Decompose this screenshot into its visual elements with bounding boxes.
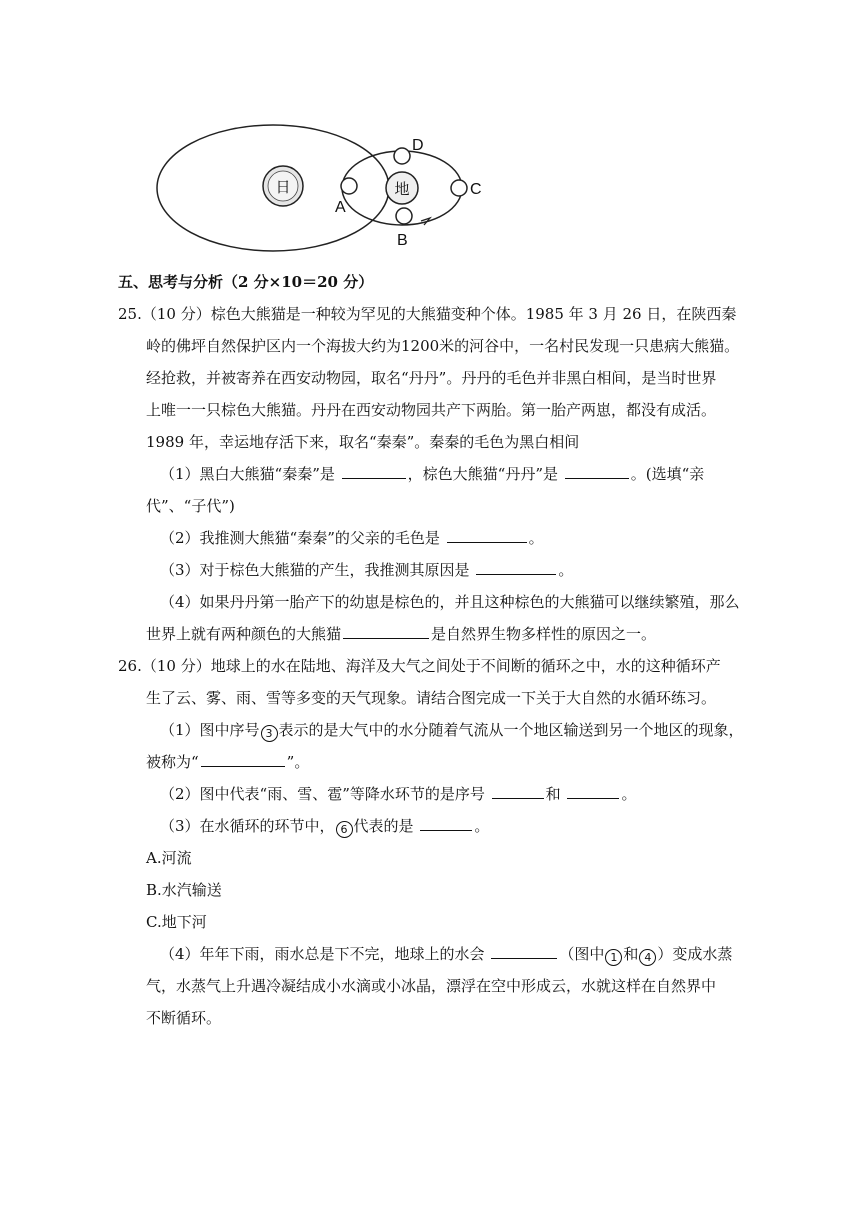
q26-sub1-blank[interactable] [201, 752, 285, 767]
earth-label: 地 [394, 180, 410, 198]
q26-sub4-blank[interactable] [491, 944, 557, 959]
q26-sub2 [160, 784, 636, 804]
q25-sub1-blank-2[interactable] [565, 464, 629, 479]
q26-sub3-text-c: 。 [474, 817, 490, 835]
q25-line-3: 经抢救，并被寄养在西安动物园，取名“丹丹”。丹丹的毛色并非黑白相间，是当时世界 [146, 369, 717, 387]
q25-line-5: 1989 年，幸运地存活下来，取名“秦秦”。秦秦的毛色为黑白相间 [146, 433, 580, 451]
label-b: B [397, 232, 408, 249]
q25-sub2-text-a: （2）我推测大熊猫“秦秦”的父亲的毛色是 [160, 529, 445, 547]
q26-sub3-text-b: 代表的是 [353, 817, 419, 835]
section-title: 五、思考与分析（2 分×10＝20 分） [118, 273, 374, 291]
q25-sub2-blank[interactable] [447, 528, 527, 543]
q26-sub1-text-b: 表示的是大气中的水分随着气流从一个地区输送到另一个地区的现象， [278, 721, 744, 739]
q26-sub2-blank-2[interactable] [567, 784, 619, 799]
q25-sub4-blank[interactable] [343, 624, 429, 639]
q26-sub1-text-a: （1）图中序号 [160, 721, 260, 739]
q25-sub3-text-b: 。 [558, 561, 574, 579]
q26-sub1-text-c: 被称为“ [146, 753, 199, 771]
circled-number-3: 3 [261, 725, 278, 742]
q25-sub4: （4）如果丹丹第一胎产下的幼崽是棕色的，并且这种棕色的大熊猫可以继续繁殖，那么 [160, 593, 740, 611]
q25-line-2: 岭的佛坪自然保护区内一个海拔大约为1200米的河谷中，一名村民发现一只患病大熊猫。 [146, 337, 740, 355]
q25-sub4-text-c: 是自然界生物多样性的原因之一。 [431, 625, 657, 643]
label-c: C [470, 181, 482, 198]
circled-number-1: 1 [605, 949, 622, 966]
q26-line-1: 26.（10 分）地球上的水在陆地、海洋及大气之间处于不间断的循环之中，水的这种循环产 [118, 657, 721, 675]
sun-label: 日 [275, 178, 291, 196]
q25-sub1-text-c: 。(选填“亲 [630, 465, 705, 483]
q25-sub3-text-a: （3）对于棕色大熊猫的产生，我推测其原因是 [160, 561, 475, 579]
q26-sub2-blank-1[interactable] [492, 784, 544, 799]
q26-sub3-text-a: （3）在水循环的环节中， [160, 817, 335, 835]
q25-sub1-cont: 代”、“子代”) [146, 497, 235, 515]
option-c: C.地下河 [146, 913, 207, 931]
circled-number-4: 4 [639, 949, 656, 966]
q26-sub4-cont-2: 不断循环。 [146, 1009, 222, 1027]
label-d: D [412, 137, 424, 154]
q25-line-4: 上唯一一只棕色大熊猫。丹丹在西安动物园共产下两胎。第一胎产两崽，都没有成活。 [146, 401, 717, 419]
q25-sub3 [160, 560, 573, 580]
q25-sub1-blank-1[interactable] [342, 464, 406, 479]
q25-sub3-blank[interactable] [476, 560, 556, 575]
q25-sub1 [160, 464, 704, 484]
q26-sub3 [160, 816, 489, 838]
q26-sub2-text-b: 和 [545, 785, 566, 803]
q26-sub4-cont-1: 气，水蒸气上升遇冷凝结成小水滴或小冰晶，漂浮在空中形成云，水就这样在自然界中 [146, 977, 717, 995]
label-a: A [335, 199, 346, 216]
q26-sub1-text-d: ”。 [286, 753, 310, 771]
q26-sub4-text-b: （图中 [559, 945, 605, 963]
option-b: B.水汽输送 [146, 881, 222, 899]
q26-sub2-text-c: 。 [621, 785, 637, 803]
moon-d [394, 148, 410, 164]
q26-sub4-text-and: 和 [623, 945, 639, 963]
q26-sub4-text-a: （4）年年下雨，雨水总是下不完，地球上的水会 [160, 945, 490, 963]
q25-sub1-text-a: （1）黑白大熊猫“秦秦”是 [160, 465, 340, 483]
q25-sub2 [160, 528, 544, 548]
option-a: A.河流 [146, 849, 192, 867]
moon-a [341, 178, 357, 194]
q26-sub4-text-c: ）变成水蒸 [657, 945, 733, 963]
moon-c [451, 180, 467, 196]
sun-earth-moon-orbit-diagram [140, 108, 500, 258]
q25-line-1: 25.（10 分）棕色大熊猫是一种较为罕见的大熊猫变种个体。1985 年 3 月 26 日，在陕西秦 [118, 305, 737, 323]
q26-line-2: 生了云、雾、雨、雪等多变的天气现象。请结合图完成一下关于大自然的水循环练习。 [146, 689, 717, 707]
moon-b [396, 208, 412, 224]
q26-sub1 [160, 720, 744, 742]
q25-sub4-text-b: 世界上就有两种颜色的大熊猫 [146, 625, 342, 643]
q26-sub1-cont [146, 752, 309, 772]
q26-sub3-blank[interactable] [420, 816, 472, 831]
q26-sub2-text-a: （2）图中代表“雨、雪、雹”等降水环节的是序号 [160, 785, 490, 803]
circled-number-6: 6 [336, 821, 353, 838]
q26-sub4 [160, 944, 732, 966]
q25-sub4-cont [146, 624, 656, 644]
q25-sub1-text-b: ，棕色大熊猫“丹丹”是 [407, 465, 563, 483]
q25-sub2-text-b: 。 [528, 529, 544, 547]
